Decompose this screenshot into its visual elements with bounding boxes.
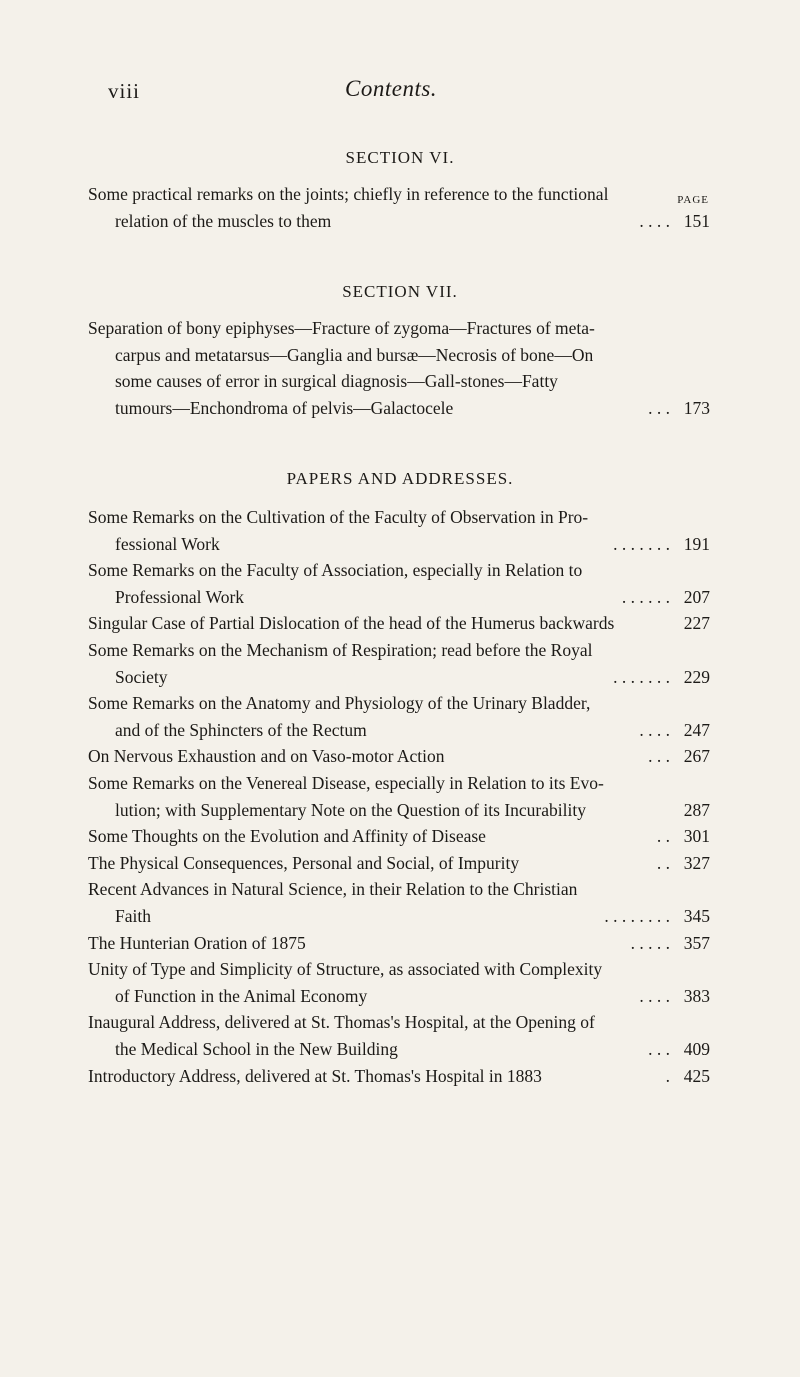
toc-entry-line: Separation of bony epiphyses—Fracture of zygoma—Fractures of meta- [88,318,595,338]
toc-entry-title: and of the Sphincters of the Rectum [115,719,367,740]
dot-leader: . . . . [639,210,670,231]
toc-page-number: 357 [683,932,710,953]
toc-entry [115,1039,710,1060]
toc-page-number: 383 [683,985,710,1006]
toc-entry-title: On Nervous Exhaustion and on Vaso-motor Action [88,746,445,767]
section-heading: SECTION VII. [342,282,458,301]
toc-entry [88,853,710,874]
toc-page-number: 425 [683,1065,710,1086]
toc-page-number: 247 [683,719,710,740]
toc-entry-line: Some Remarks on the Cultivation of the Faculty of Observation in Pro- [88,507,589,527]
page-column-label: PAGE [677,194,709,206]
toc-entry [88,613,710,634]
toc-page-number: 409 [683,1039,710,1059]
toc-entry [115,986,710,1007]
toc-entry-title: The Physical Consequences, Personal and Social, of Impurity [88,852,520,873]
toc-entry-title: Society [115,666,168,687]
dot-leader: . . . . . . [621,586,670,607]
toc-page-number: 345 [683,906,710,926]
toc-entry-title: Some Thoughts on the Evolution and Affinity of Disease [88,826,486,847]
toc-page-number: 227 [683,613,710,634]
toc-page-number: 173 [683,397,710,418]
dot-leader: . . . . . . . [613,533,670,554]
running-title: Contents. [345,76,438,101]
page-number: viii [108,79,141,103]
toc-page-number: 191 [683,533,710,554]
dot-leader: . . [656,826,670,847]
toc-entry-line: Some practical remarks on the joints; chiefly in reference to the functional [88,184,609,204]
dot-leader: . . . . . . . [613,666,670,687]
toc-entry-title: tumours—Enchondroma of pelvis—Galactocele [115,397,454,418]
toc-entry-title: The Hunterian Oration of 1875 [88,932,306,953]
toc-entry-line: Some Remarks on the Anatomy and Physiology of the Urinary Bladder, [88,693,591,714]
toc-page-number: 207 [683,586,710,607]
toc-entry-title: the Medical School in the New Building [115,1039,398,1059]
toc-entry-line: carpus and metatarsus—Ganglia and bursæ—Necrosis of bone—On [115,344,594,365]
toc-entry [115,906,710,927]
toc-entry-title: Professional Work [115,586,245,607]
toc-entry-title: Singular Case of Partial Dislocation of the head of the Humerus backwards [88,613,615,634]
toc-entry [115,720,710,741]
toc-page-number: 301 [683,826,710,847]
dot-leader: . . . [648,746,670,767]
toc-entry [115,587,710,608]
toc-entry-title: relation of the muscles to them [115,210,332,231]
toc-entry-title: Introductory Address, delivered at St. Thomas's Hospital in 1883 [88,1065,542,1086]
toc-page-number: 151 [683,210,710,231]
toc-entry-line: Unity of Type and Simplicity of Structure, as associated with Complexity [88,959,603,980]
toc-entry [88,1066,710,1087]
toc-entry-title: fessional Work [115,533,220,554]
toc-page-number: 287 [683,799,710,820]
toc-page-number: 327 [683,852,710,873]
toc-entry [88,933,710,954]
toc-entry [88,746,710,767]
toc-entry-line: some causes of error in surgical diagnosis—Gall-stones—Fatty [115,371,558,392]
toc-entry-line: Inaugural Address, delivered at St. Thomas's Hospital, at the Opening of [88,1012,595,1033]
toc-page-number: 267 [683,746,710,767]
toc-entry-title: of Function in the Animal Economy [115,985,368,1006]
section-heading: SECTION VI. [345,148,455,167]
section-heading: PAPERS AND ADDRESSES. [286,469,514,488]
toc-entry [115,211,710,232]
dot-leader: . [665,1065,670,1086]
toc-entry-line: Recent Advances in Natural Science, in their Relation to the Christian [88,879,578,900]
dot-leader: . . . . . [630,932,670,953]
toc-entry [115,398,710,419]
toc-entry [115,800,710,821]
toc-entry-line: Some Remarks on the Mechanism of Respiration; read before the Royal [88,640,593,660]
toc-entry-title: Faith [115,906,151,926]
toc-entry-line: Some Remarks on the Faculty of Association, especially in Relation to [88,560,583,581]
toc-entry [115,534,710,555]
toc-entry-title: lution; with Supplementary Note on the Question of its Incurability [115,799,586,820]
dot-leader: . . [656,852,670,873]
dot-leader: . . . . . . . . [604,906,670,926]
toc-entry-line: Some Remarks on the Venereal Disease, especially in Relation to its Evo- [88,773,604,793]
toc-entry [115,667,710,688]
dot-leader: . . . . [639,985,670,1006]
dot-leader: . . . . [639,719,670,740]
toc-entry [88,826,710,847]
dot-leader: . . . [648,397,670,418]
toc-page-number: 229 [683,666,710,687]
dot-leader: . . . [648,1039,670,1059]
